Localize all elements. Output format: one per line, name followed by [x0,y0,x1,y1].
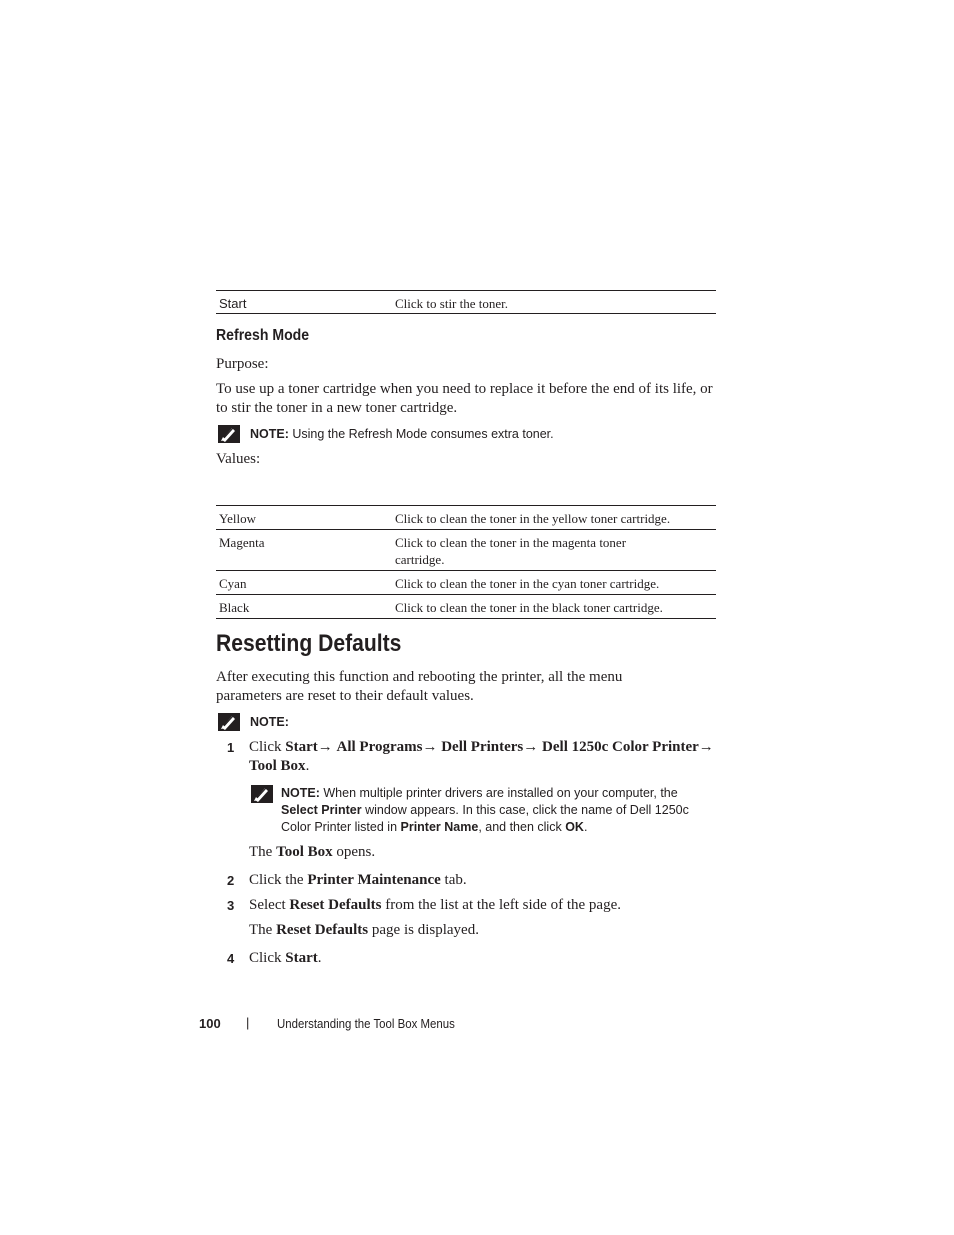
text: , and then click [478,820,562,834]
row-description: Click to clean the toner in the black toner cartridge. [395,600,663,615]
text: The [249,844,277,860]
menu-all-programs: All Programs [336,739,423,755]
table-row [216,570,716,594]
ui-start: Start [285,950,318,966]
text: tab. [440,872,467,888]
text: opens. [332,844,376,860]
text: from the list at the left side of the page. [381,897,621,913]
row-description: Click to clean the toner in the cyan toner cartridge. [395,576,660,591]
values-label: Values: [216,451,261,467]
arrow-icon: → [422,739,438,755]
note-label: NOTE: [281,786,320,800]
ui-printer-maintenance: Printer Maintenance [307,872,441,888]
table-row [216,290,716,314]
text: Color Printer listed in [281,820,398,834]
step-1-note [281,785,701,836]
row-label: Cyan [219,576,247,591]
step-4-text [249,949,322,968]
text: window appears. In this case, click the name of Dell 1250c [365,803,689,817]
row-description: Click to clean the toner in the magenta toner cartridge. [395,535,627,567]
step-number: 3 [227,898,235,913]
ui-tool-box: Tool Box [276,844,333,860]
table-row [216,505,716,529]
table-row [216,529,716,570]
step-3-text [249,896,621,915]
section-heading-refresh-mode: Refresh Mode [216,327,310,344]
values-table [216,505,716,619]
menu-dell-printers: Dell Printers [441,739,524,755]
step-number: 2 [227,873,235,888]
step-number: 1 [227,740,235,755]
purpose-text: To use up a toner cartridge when you need to replace it before the end of its life, or to stir the toner in a new toner cartridge. [216,381,713,416]
step-3-result [249,921,479,940]
text: Select [249,897,290,913]
menu-tool-box: Tool Box [249,758,306,774]
section-heading-resetting-defaults [216,630,427,658]
text: When multiple printer drivers are installed on your computer, the [323,786,678,800]
text: Click [249,739,286,755]
row-label: Magenta [219,535,265,550]
footer-section-text: Understanding the Tool Box Menus [277,1016,455,1031]
ui-printer-name: Printer Name [400,820,479,834]
table-row [216,594,716,619]
step-number: 4 [227,951,235,966]
start-table [216,290,716,314]
arrow-icon: → [698,739,714,755]
note-text: Using the Refresh Mode consumes extra toner. [292,427,554,441]
menu-printer: Dell 1250c Color Printer [542,739,699,755]
refresh-note [250,426,554,443]
row-description: Click to clean the toner in the yellow toner cartridge. [395,511,671,526]
text: . [583,820,588,834]
step-2-text [249,871,467,890]
arrow-icon: → [523,739,539,755]
ui-reset-defaults: Reset Defaults [289,897,382,913]
text: . [305,758,310,774]
step-1-result [249,843,375,862]
row-label: Yellow [219,511,256,526]
note-icon [218,713,240,731]
menu-start: Start [285,739,318,755]
text: Click the [249,872,308,888]
footer-section-title [277,1016,479,1031]
footer-separator: | [246,1015,250,1030]
row-label: Start [219,296,247,311]
purpose-label: Purpose: [216,356,269,372]
note-icon [251,785,273,803]
arrow-icon: → [317,739,333,755]
text: . [317,950,322,966]
text: Click [249,950,286,966]
ui-ok: OK [565,820,584,834]
note-label: NOTE: [250,715,289,729]
resetting-intro: After executing this function and rebooting the printer, all the menu parameters are reset to their default values. [216,669,623,704]
step-1-text [249,738,719,776]
ui-reset-defaults: Reset Defaults [276,922,369,938]
row-label: Black [219,600,250,615]
note-icon [218,425,240,443]
row-description: Click to stir the toner. [395,296,509,311]
text: page is displayed. [368,922,479,938]
text: The [249,922,277,938]
heading-text: Resetting Defaults [216,630,402,657]
page-number: 100 [199,1016,221,1031]
ui-select-printer: Select Printer [281,803,362,817]
note-label: NOTE: [250,427,289,441]
